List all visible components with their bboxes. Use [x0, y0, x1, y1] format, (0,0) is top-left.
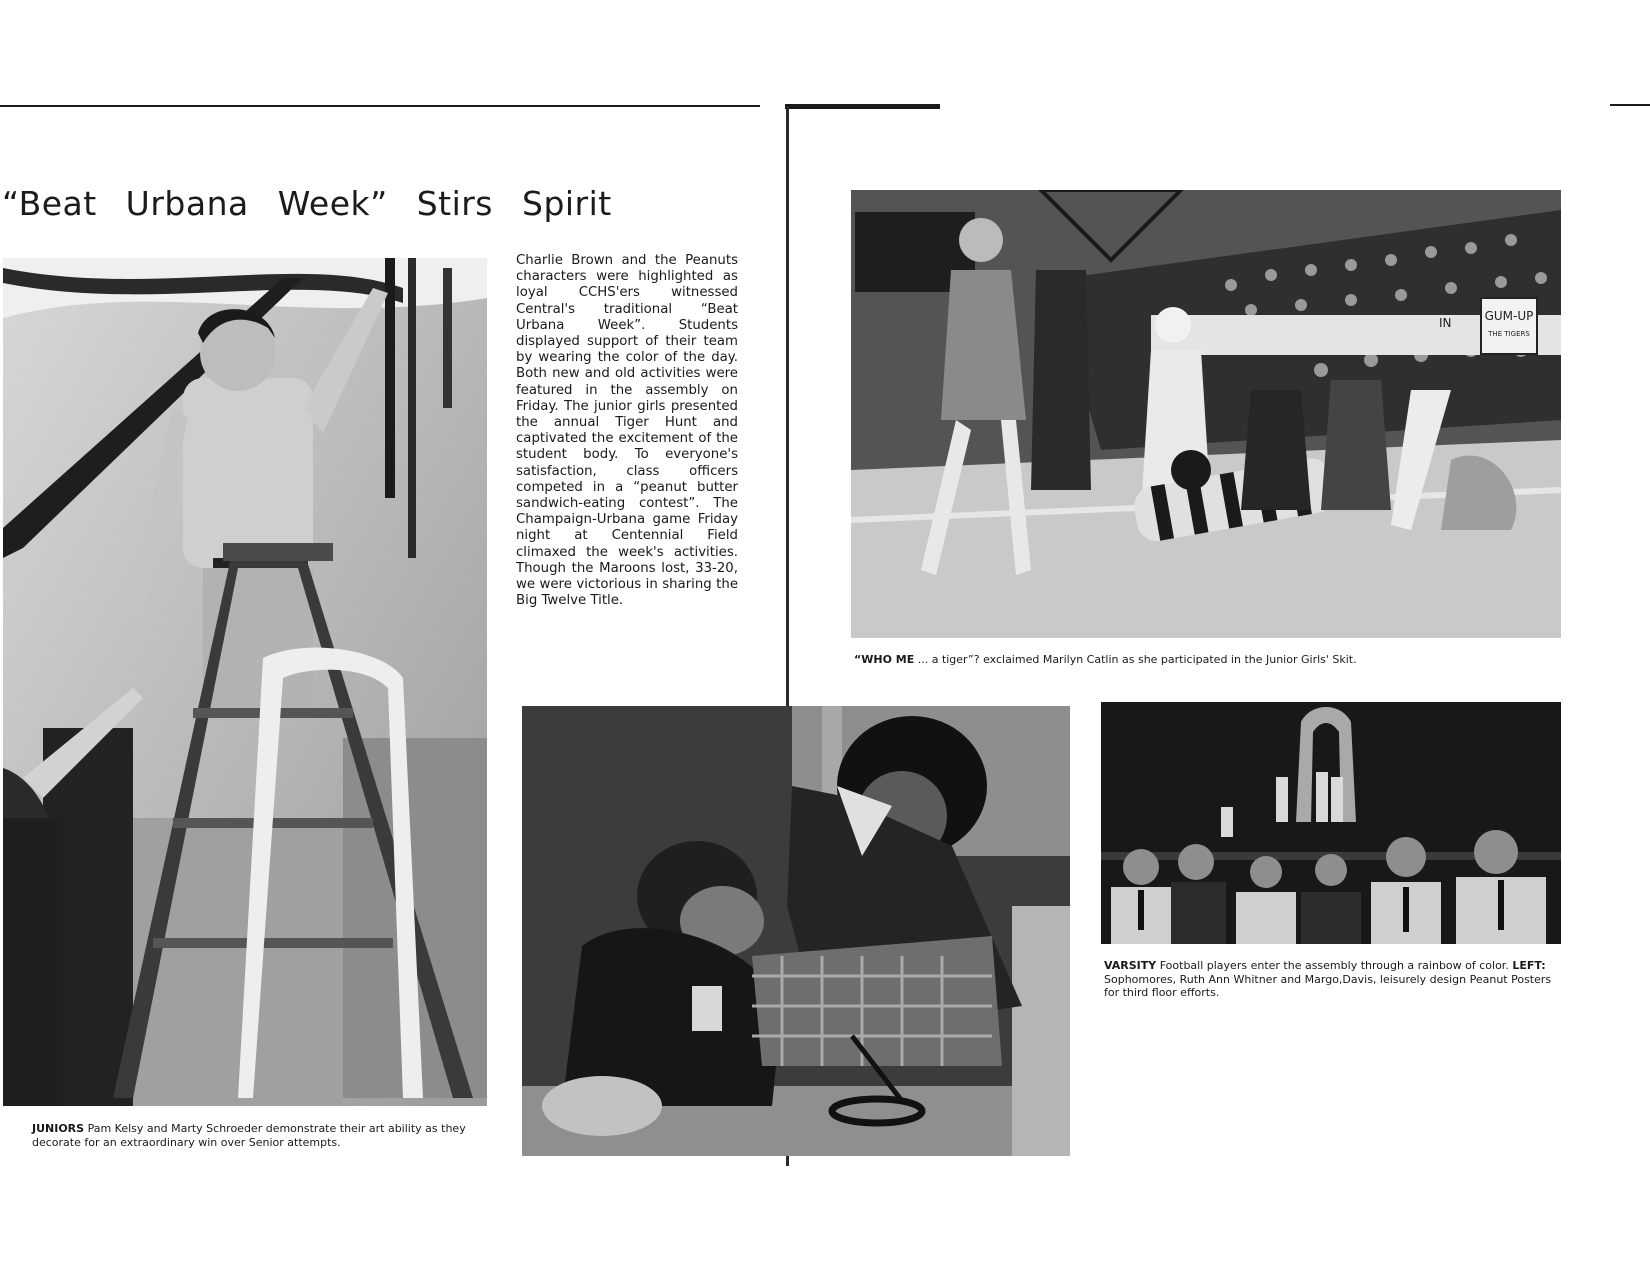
- caption-varsity-lead2: LEFT:: [1512, 959, 1546, 972]
- caption-tiger: [854, 653, 1574, 667]
- page-headline: “Beat Urbana Week” Stirs Spirit: [2, 184, 612, 223]
- page-top-rule-right: [785, 104, 940, 109]
- photo-sophomores-posters: [522, 706, 1070, 1156]
- photo-tiger-skit-image: [851, 190, 1561, 638]
- page-top-rule-far: [1610, 104, 1650, 106]
- photo-varsity-rainbow-image: [1101, 702, 1561, 944]
- caption-varsity: [1104, 959, 1559, 1000]
- caption-varsity-text: Football players enter the assembly through a rainbow of color.: [1156, 959, 1513, 972]
- page-top-rule-left: [0, 105, 760, 107]
- photo-juniors-decorating-image: [3, 258, 487, 1106]
- sign-the-tigers: THE TIGERS: [1488, 330, 1530, 338]
- photo-sophomores-posters-image: [522, 706, 1070, 1156]
- caption-tiger-lead: “WHO ME: [854, 653, 915, 666]
- caption-tiger-text: ... a tiger”? exclaimed Marilyn Catlin as she participated in the Junior Girls' Skit.: [914, 653, 1357, 666]
- photo-varsity-rainbow: [1101, 702, 1561, 944]
- article-body: Charlie Brown and the Peanuts characters were highlighted as loyal CCHS'ers witnessed Central's traditional “Beat Urbana Week”. Students displayed support of their team by wearing the color of the day. Both new and old activities were featured in the assembly on Friday. The junior girls presented the annual Tiger Hunt and captivated the excitement of the student body. To everyone's satisfaction, class officers competed in a “peanut butter sandwich-eating contest”. The Champaign-Urbana game Friday night at Centennial Field climaxed the week's activities. Though the Maroons lost, 33-20, we were victorious in sharing the Big Twelve Title.: [516, 253, 738, 609]
- caption-juniors-lead: JUNIORS: [32, 1122, 85, 1135]
- caption-varsity-lead: VARSITY: [1104, 959, 1157, 972]
- caption-juniors: [32, 1122, 492, 1149]
- photo-juniors-decorating: [3, 258, 487, 1106]
- sign-in: IN: [1439, 316, 1452, 330]
- photo-tiger-skit: [851, 190, 1561, 638]
- sign-gum-up: GUM-UP: [1484, 309, 1534, 323]
- caption-varsity-text2: Sophomores, Ruth Ann Whitner and Margo,Davis, leisurely design Peanut Posters for third floor efforts.: [1104, 972, 1552, 999]
- caption-juniors-text: Pam Kelsy and Marty Schroeder demonstrate their art ability as they decorate for an extraordinary win over Senior attempts.: [32, 1122, 466, 1149]
